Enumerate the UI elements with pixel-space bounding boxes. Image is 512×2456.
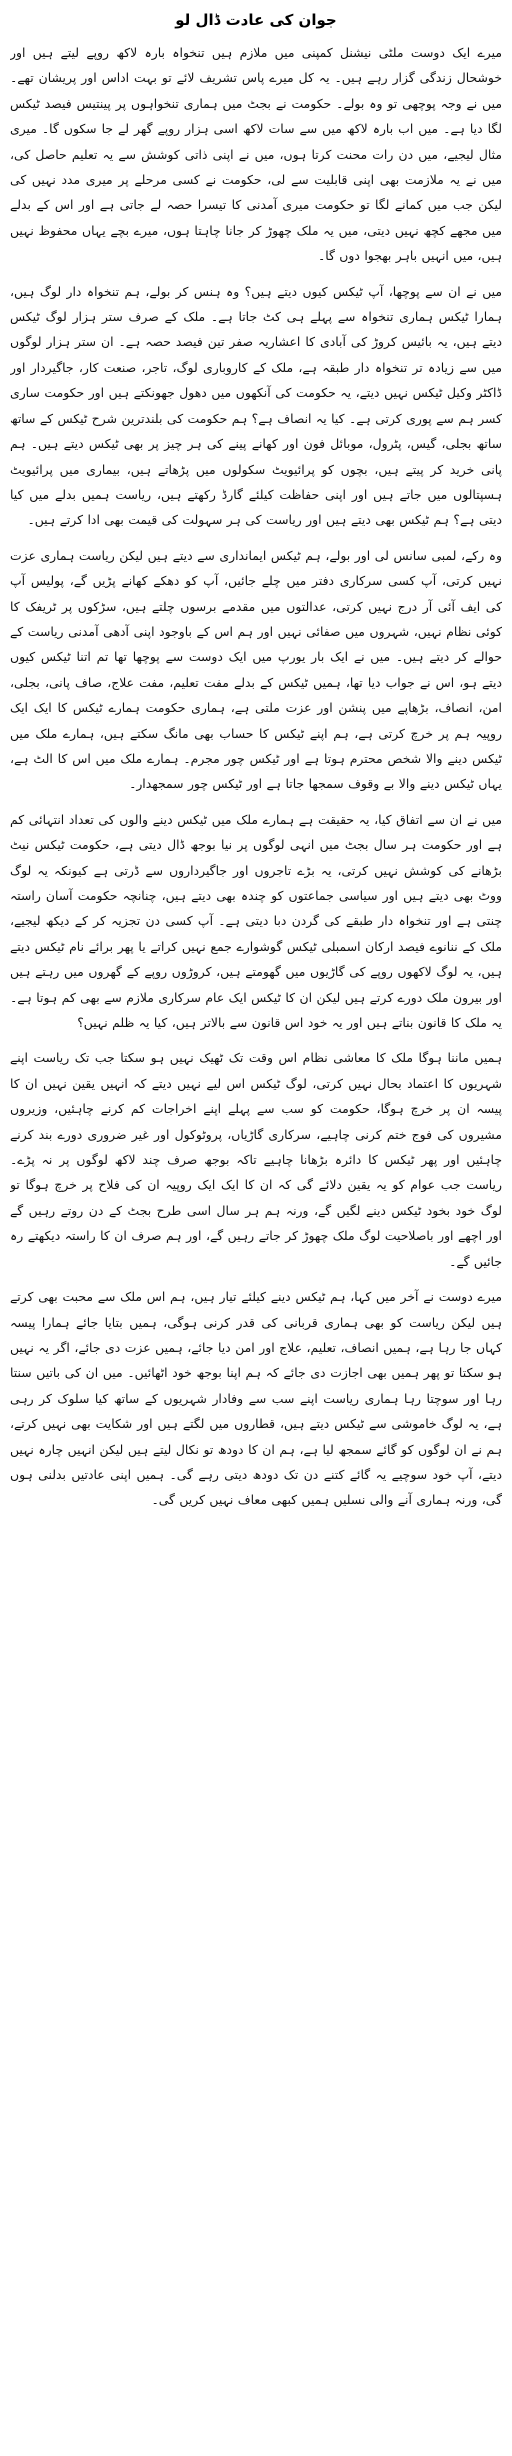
article-paragraph-2: میں نے ان سے پوچھا، آپ ٹیکس کیوں دیتے ہیں؟ وہ ہنس کر بولے، ہم تنخواہ دار لوگ ہیں، ہمارا ٹیکس ہماری تنخواہ سے پہلے ہی کٹ جاتا ہے۔ ملک کے صرف ستر ہزار لوگ ٹیکس دیتے ہیں، یہ بائیس کروڑ کی آبادی کا اعشاریہ صفر تین فیصد حصہ ہے۔ ان ستر ہزار لوگوں میں سے زیادہ تر تنخواہ دار طبقہ ہے، ملک کے کاروباری لوگ، تاجر، صنعت کار، جاگیردار اور ڈاکٹر وکیل ٹیکس نہیں دیتے، یہ حکومت کی آنکھوں میں دھول جھونکتے ہیں اور حکومت ساری کسر ہم سے پوری کرتی ہے۔ کیا یہ انصاف ہے؟ ہم حکومت کی بلندترین شرح ٹیکس کے ساتھ ساتھ بجلی، گیس، پٹرول، موبائل فون اور کھانے پینے کی ہر چیز پر بھی ٹیکس دیتے ہیں۔ ہم پانی خرید کر پیتے ہیں، بچوں کو پرائیویٹ سکولوں میں پڑھاتے ہیں، بیماری میں پرائیویٹ ہسپتالوں میں جاتے ہیں اور اپنی حفاظت کیلئے گارڈ رکھتے ہیں، ریاست ہمیں بدلے میں کیا دیتی ہے؟ ہم ٹیکس بھی دیتے ہیں اور ریاست کی ہر سہولت کی قیمت بھی ادا کرتے ہیں۔ bbox=[10, 283, 502, 528]
article-paragraph-5: ہمیں ماننا ہوگا ملک کا معاشی نظام اس وقت تک ٹھیک نہیں ہو سکتا جب تک ریاست اپنے شہریوں کا اعتماد بحال نہیں کرتی، لوگ ٹیکس اس لیے نہیں دیتے کہ انہیں یقین نہیں ان کا پیسہ ان پر خرچ ہوگا، حکومت کو سب سے پہلے اپنے اخراجات کم کرنے چاہئیں، وزیروں مشیروں کی فوج ختم کرنی چاہیے، سرکاری گاڑیاں، پروٹوکول اور غیر ضروری دورے بند کرنے چاہئیں اور پھر ٹیکس کا دائرہ بڑھانا چاہیے تاکہ بوجھ صرف چند لاکھ لوگوں پر نہ پڑے۔ ریاست جب عوام کو یہ یقین دلائے گی کہ ان کا ایک ایک روپیہ ان کی فلاح پر خرچ ہوگا تو لوگ خود بخود ٹیکس دینے لگیں گے، ورنہ ہم ہر سال اسی طرح بجٹ کے دن روتے رہیں گے اور اچھے اور باصلاحیت لوگ ملک چھوڑ کر جاتے رہیں گے، اور ہم صرف ان کا راستہ دیکھتے رہ جائیں گے۔ bbox=[10, 1050, 502, 1269]
article-paragraph-6: میرے دوست نے آخر میں کہا، ہم ٹیکس دینے کیلئے تیار ہیں، ہم اس ملک سے محبت بھی کرتے ہیں لیکن ریاست کو بھی ہماری قربانی کی قدر کرنی ہوگی، ہمیں بتایا جائے ہمارا پیسہ کہاں جا رہا ہے، ہمیں انصاف، تعلیم، علاج اور امن دیا جائے، ہمیں عزت دی جائے، اگر یہ نہیں ہو سکتا تو پھر ہمیں بھی اجازت دی جائے کہ ہم اپنا بوجھ خود اٹھائیں۔ میں ان کی باتیں سنتا رہا اور سوچتا رہا ہماری ریاست اپنے سب سے وفادار شہریوں کے ساتھ کیا سلوک کر رہی ہے، یہ لوگ خاموشی سے ٹیکس دیتے ہیں، قطاروں میں لگتے ہیں اور شکایت بھی نہیں کرتے، ہم نے ان لوگوں کو گائے سمجھ لیا ہے، ہم ان کا دودھ تو نکال لیتے ہیں لیکن انہیں چارہ نہیں دیتے، آپ خود سوچیے یہ گائے کتنے دن تک دودھ دیتی رہے گی۔ ہمیں اپنی عادتیں بدلنی ہوں گی، ورنہ ہماری آنے والی نسلیں ہمیں کبھی معاف نہیں کریں گی۔ bbox=[10, 1289, 502, 1508]
article-paragraph-4: میں نے ان سے اتفاق کیا، یہ حقیقت ہے ہمارے ملک میں ٹیکس دینے والوں کی تعداد انتہائی کم ہے اور حکومت ہر سال بجٹ میں انہی لوگوں پر نیا بوجھ ڈال دیتی ہے، حکومت ٹیکس نیٹ بڑھانے کی کوشش نہیں کرتی، یہ بڑے تاجروں اور جاگیرداروں سے ڈرتی ہے کیونکہ یہ لوگ ووٹ بھی دیتے ہیں اور سیاسی جماعتوں کو چندہ بھی دیتے ہیں، چنانچہ حکومت آسان راستہ چنتی ہے اور تنخواہ دار طبقے کی گردن دبا دیتی ہے۔ آپ کسی دن تجزیہ کر کے دیکھ لیجیے، ملک کے ننانوے فیصد ارکان اسمبلی ٹیکس گوشوارے جمع نہیں کراتے یا پھر برائے نام ٹیکس دیتے ہیں، یہ لوگ لاکھوں روپے کی گاڑیوں میں گھومتے ہیں، کروڑوں روپے کے گھروں میں رہتے ہیں اور بیرون ملک دورے کرتے ہیں لیکن ان کا ٹیکس ایک عام سرکاری ملازم سے بھی کم ہوتا ہے۔ یہ ملک کا قانون بناتے ہیں اور یہ خود اس قانون سے بالاتر ہیں، کیا یہ ظلم نہیں؟ bbox=[10, 811, 502, 1031]
article-title: جوان کی عادت ڈال لو bbox=[175, 11, 337, 29]
article-body bbox=[10, 40, 502, 2446]
article-paragraph-1: میرے ایک دوست ملٹی نیشنل کمپنی میں ملازم ہیں تنخواہ بارہ لاکھ روپے لیتے ہیں اور خوشحال زندگی گزار رہے ہیں۔ یہ کل میرے پاس تشریف لائے تو بہت اداس اور پریشان تھے۔ میں نے وجہ پوچھی تو وہ بولے۔ حکومت نے بجٹ میں ہماری تنخواہوں پر پینتیس فیصد ٹیکس لگا دیا ہے۔ میں اب بارہ لاکھ میں سے سات لاکھ اسی ہزار روپے گھر لے جا سکوں گا۔ میری مثال لیجیے، میں دن رات محنت کرتا ہوں، میں نے اپنی ذاتی کوشش سے یہ تعلیم حاصل کی، میں نے یہ ملازمت بھی اپنی قابلیت سے لی، حکومت نے کسی مرحلے پر میری مدد نہیں کی لیکن جب میں کمانے لگا تو حکومت میری آمدنی کا تیسرا حصہ لے جاتی ہے اور اس کے بدلے میں مجھے کچھ نہیں دیتی، میں یہ ملک چھوڑ کر جانا چاہتا ہوں، میرے بچے یہاں محفوظ نہیں ہیں، میں انہیں باہر بھجوا دوں گا۔ bbox=[10, 45, 502, 264]
article-paragraph-3: وہ رکے، لمبی سانس لی اور بولے، ہم ٹیکس ایمانداری سے دیتے ہیں لیکن ریاست ہماری عزت نہیں کرتی، آپ کسی سرکاری دفتر میں چلے جائیں، آپ کو دھکے کھانے پڑیں گے، پولیس آپ کی ایف آئی آر درج نہیں کرتی، عدالتوں میں مقدمے برسوں چلتے ہیں، سڑکوں پر ٹریفک کا کوئی نظام نہیں، شہروں میں صفائی نہیں اور ہم اس کے باوجود اپنی آدھی آمدنی ریاست کے حوالے کر دیتے ہیں۔ میں نے ایک بار یورپ میں ایک دوست سے پوچھا تھا تم اتنا ٹیکس کیوں دیتے ہو، اس نے جواب دیا تھا، ہمیں ٹیکس کے بدلے مفت تعلیم، مفت علاج، صاف پانی، بجلی، امن، انصاف، بڑھاپے میں پنشن اور عزت ملتی ہے، ہماری حکومت ہمارے ٹیکس کا ایک ایک روپیہ ہم پر خرچ کرتی ہے، ہم اپنے ٹیکس کا حساب بھی مانگ سکتے ہیں، ہمارے ملک میں ٹیکس دینے والا شخص محترم ہوتا ہے اور ٹیکس چور مجرم۔ ہمارے ملک میں اس کا الٹ ہے، یہاں ٹیکس دینے والا بے وقوف سمجھا جاتا ہے اور ٹیکس چور سمجھدار۔ bbox=[10, 547, 502, 792]
